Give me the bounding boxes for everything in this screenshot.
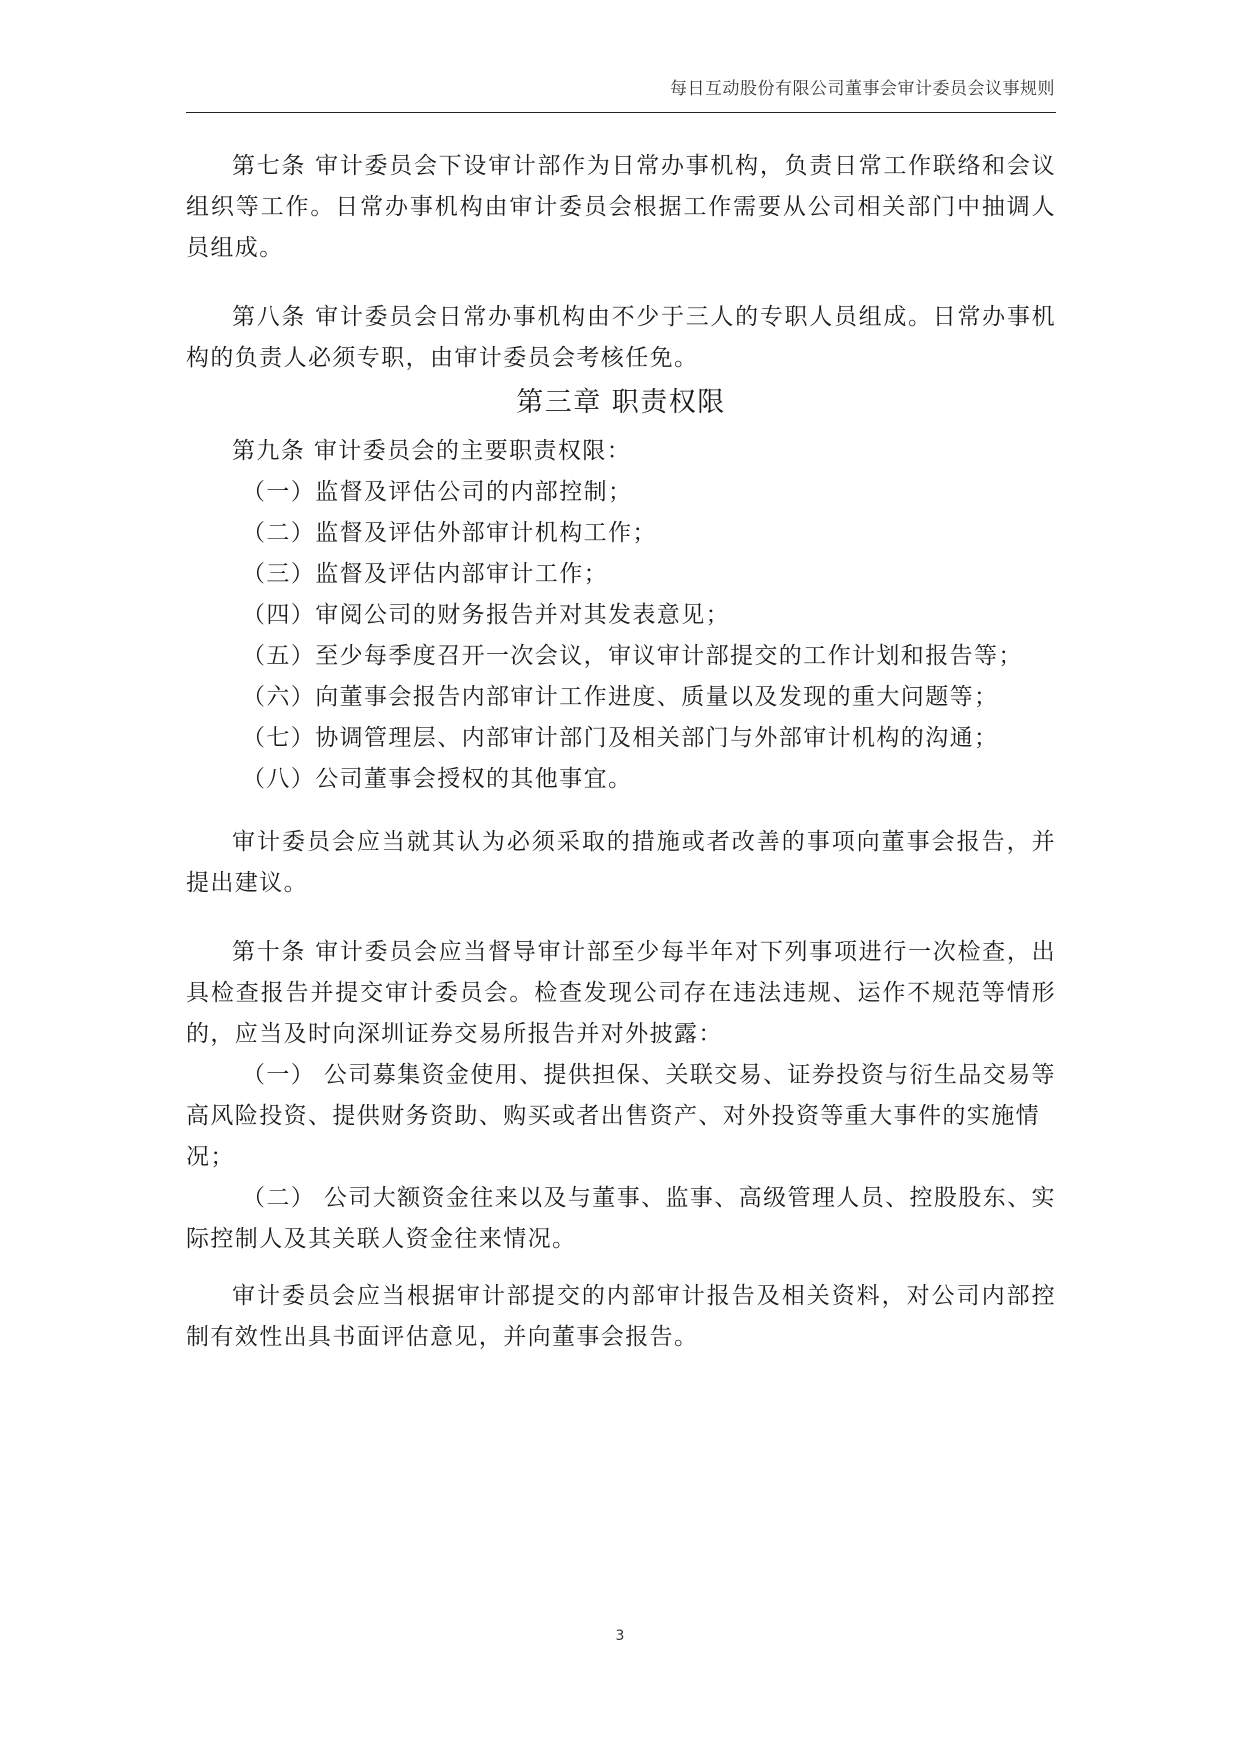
article-9-item: （二）监督及评估外部审计机构工作； bbox=[242, 520, 657, 546]
article-10-intro: 第十条 审计委员会应当督导审计部至少每半年对下列事项进行一次检查，出具检查报告并提交审计委员会。检查发现公司存在违法违规、运作不规范等情形的，应当及时向深圳证券交易所报告并对外披露： bbox=[186, 939, 1056, 1047]
page-number: 3 bbox=[615, 1628, 625, 1644]
document-header-title: 每日互动股份有限公司董事会审计委员会议事规则 bbox=[670, 79, 1055, 99]
article-9-item: （四）审阅公司的财务报告并对其发表意见； bbox=[242, 602, 730, 628]
header-divider bbox=[186, 112, 1056, 113]
document-body bbox=[186, 146, 1056, 1358]
article-8: 第八条 审计委员会日常办事机构由不少于三人的专职人员组成。日常办事机构的负责人必须专职，由审计委员会考核任免。 bbox=[186, 304, 1056, 371]
article-9-item: （七）协调管理层、内部审计部门及相关部门与外部审计机构的沟通； bbox=[242, 725, 999, 751]
article-10-conclusion: 审计委员会应当根据审计部提交的内部审计报告及相关资料，对公司内部控制有效性出具书面评估意见，并向董事会报告。 bbox=[186, 1283, 1056, 1350]
article-9-report-clause: 审计委员会应当就其认为必须采取的措施或者改善的事项向董事会报告，并提出建议。 bbox=[186, 829, 1056, 896]
article-9-intro: 第九条 审计委员会的主要职责权限： bbox=[232, 438, 632, 464]
article-9-item: （一）监督及评估公司的内部控制； bbox=[242, 479, 633, 505]
article-9-item: （五）至少每季度召开一次会议，审议审计部提交的工作计划和报告等； bbox=[242, 643, 1023, 669]
article-9-item: （三）监督及评估内部审计工作； bbox=[242, 561, 608, 587]
article-9-item: （六）向董事会报告内部审计工作进度、质量以及发现的重大问题等； bbox=[242, 684, 999, 710]
chapter-heading: 第三章 职责权限 bbox=[516, 387, 726, 418]
article-10-item: （一） 公司募集资金使用、提供担保、关联交易、证券投资与衍生品交易等高风险投资、提供财务资助、购买或者出售资产、对外投资等重大事件的实施情况； bbox=[186, 1062, 1056, 1170]
article-7: 第七条 审计委员会下设审计部作为日常办事机构，负责日常工作联络和会议组织等工作。日常办事机构由审计委员会根据工作需要从公司相关部门中抽调人员组成。 bbox=[186, 153, 1056, 261]
article-9-item: （八）公司董事会授权的其他事宜。 bbox=[242, 766, 633, 792]
article-10-item: （二） 公司大额资金往来以及与董事、监事、高级管理人员、控股股东、实际控制人及其关联人资金往来情况。 bbox=[186, 1185, 1056, 1252]
